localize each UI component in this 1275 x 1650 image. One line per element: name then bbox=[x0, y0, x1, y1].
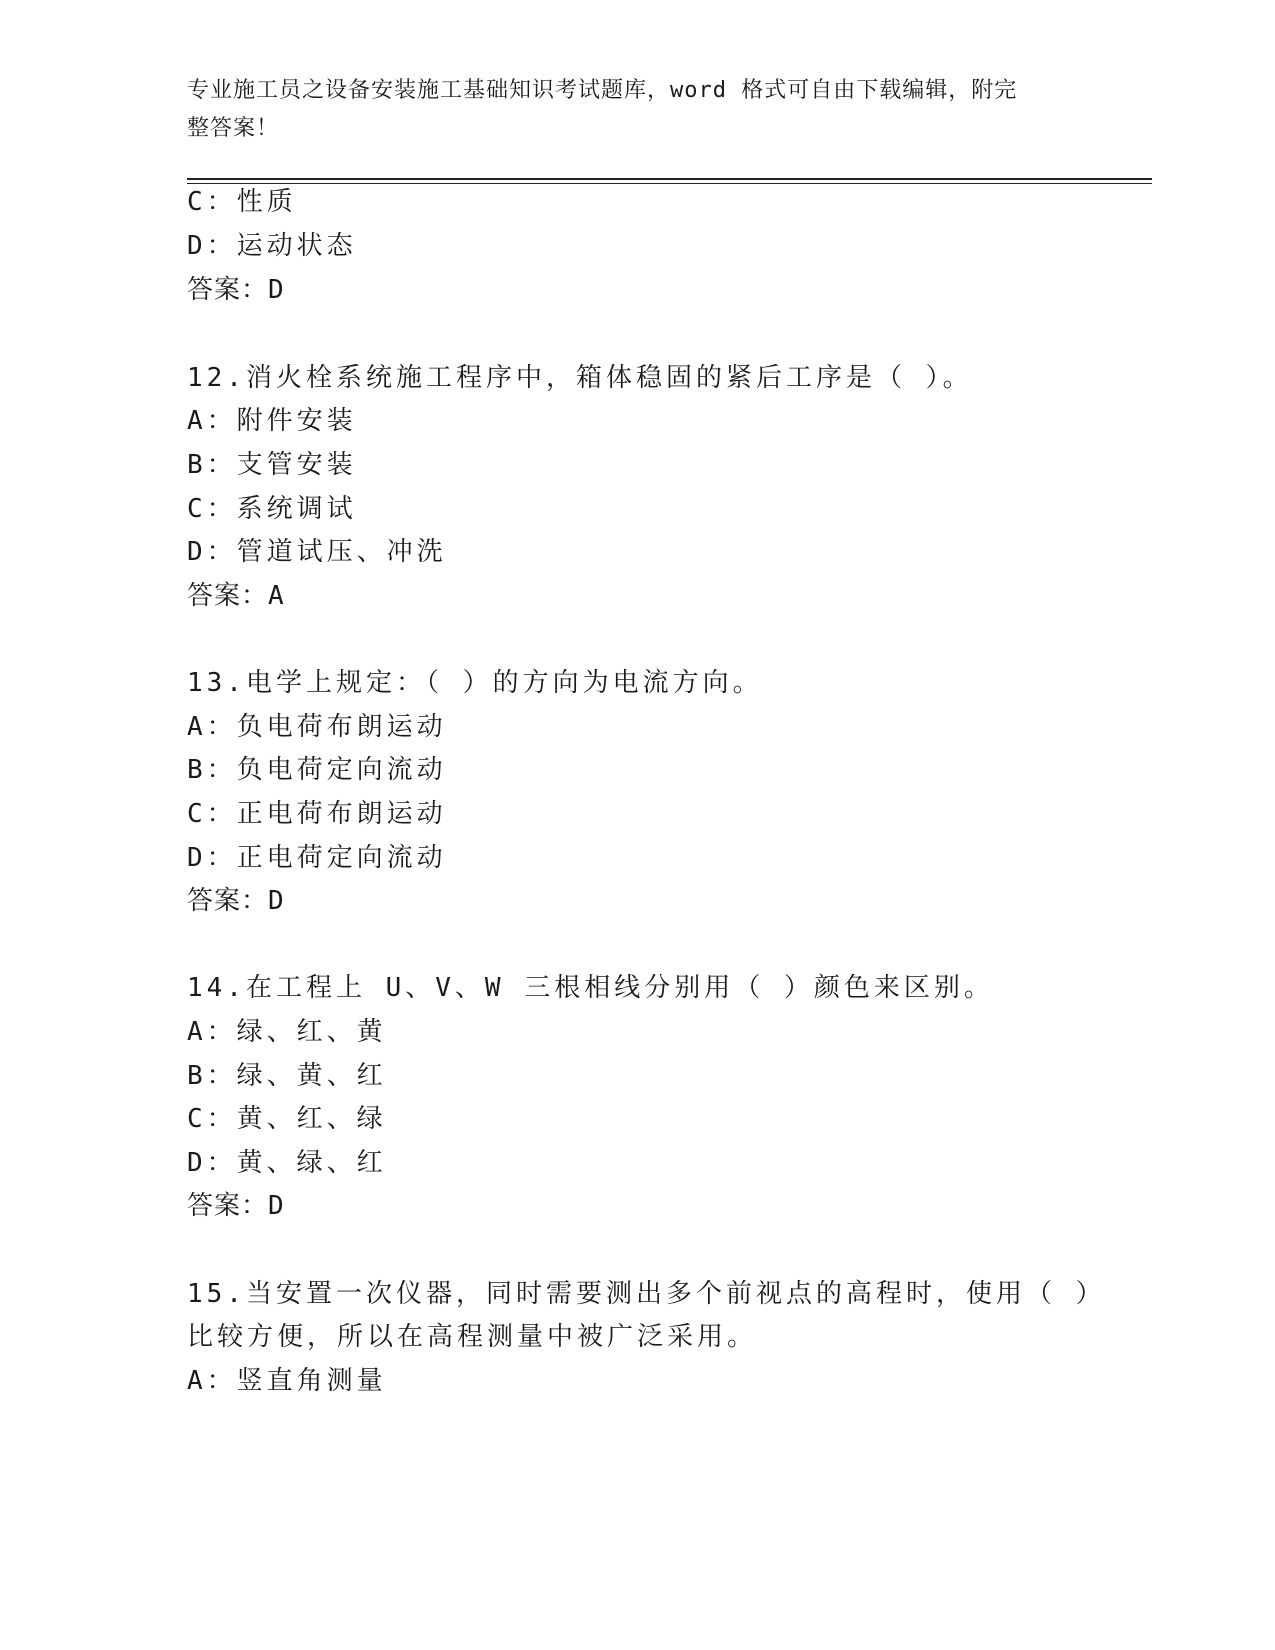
option-a: A：竖直角测量 bbox=[187, 1366, 387, 1396]
question-13-text: 13.电学上规定：（ ）的方向为电流方向。 bbox=[187, 668, 763, 698]
option-b: B：支管安装 bbox=[187, 450, 357, 480]
option-a: A：附件安装 bbox=[187, 406, 357, 436]
option-a: A：负电荷布朗运动 bbox=[187, 712, 447, 742]
option-d: D：正电荷定向流动 bbox=[187, 843, 447, 873]
option-d: D：管道试压、冲洗 bbox=[187, 537, 447, 567]
option-c: C：正电荷布朗运动 bbox=[187, 799, 447, 829]
question-15-text-line-1: 15.当安置一次仪器，同时需要测出多个前视点的高程时，使用（ ） bbox=[187, 1279, 1106, 1309]
option-d: D：运动状态 bbox=[187, 231, 357, 261]
answer-line: 答案：D bbox=[187, 886, 285, 916]
option-c: C：系统调试 bbox=[187, 494, 357, 524]
header-title-line-1: 专业施工员之设备安装施工基础知识考试题库，word 格式可自由下载编辑，附完 bbox=[187, 78, 1018, 103]
answer-line: 答案：A bbox=[187, 581, 285, 611]
answer-line: 答案：D bbox=[187, 1191, 285, 1221]
question-12-text: 12.消火栓系统施工程序中，箱体稳固的紧后工序是（ ）。 bbox=[187, 363, 973, 393]
header-rule-thin bbox=[187, 183, 1152, 184]
question-14-text: 14.在工程上 U、V、W 三根相线分别用（ ）颜色来区别。 bbox=[187, 973, 994, 1003]
option-d: D：黄、绿、红 bbox=[187, 1148, 387, 1178]
option-c: C：黄、红、绿 bbox=[187, 1104, 387, 1134]
question-15-text-line-2: 比较方便，所以在高程测量中被广泛采用。 bbox=[187, 1322, 758, 1352]
option-b: B：绿、黄、红 bbox=[187, 1061, 387, 1091]
answer-line: 答案：D bbox=[187, 275, 285, 305]
option-c: C：性质 bbox=[187, 187, 297, 217]
document-header bbox=[187, 72, 1077, 148]
option-b: B：负电荷定向流动 bbox=[187, 755, 447, 785]
header-rule-thick bbox=[187, 178, 1152, 180]
header-title-line-2: 整答案！ bbox=[187, 116, 280, 141]
option-a: A：绿、红、黄 bbox=[187, 1017, 387, 1047]
